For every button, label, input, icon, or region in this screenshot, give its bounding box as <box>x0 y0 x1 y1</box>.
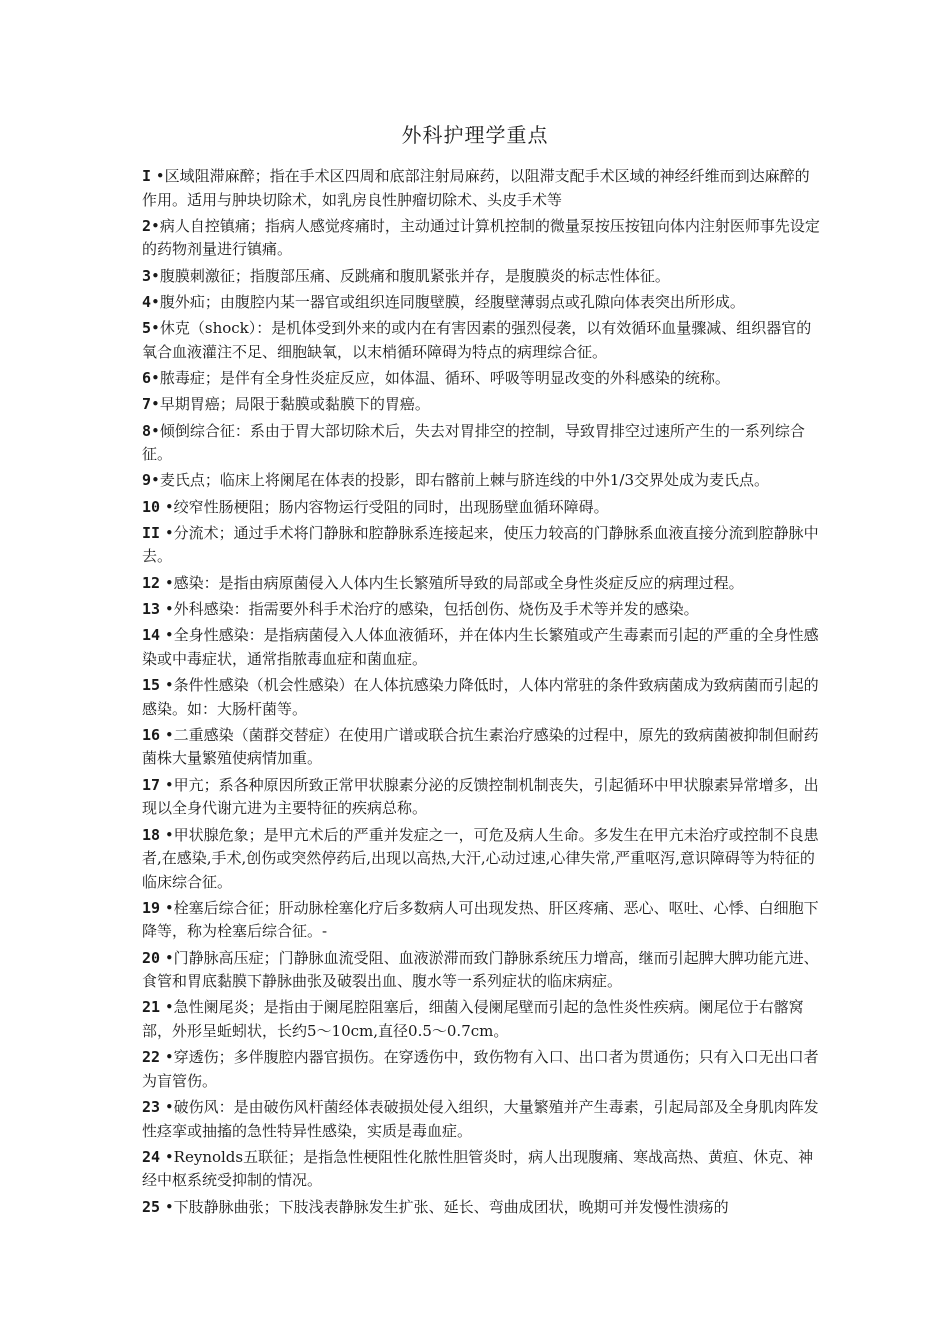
item-text: •门静脉高压症；门静脉血流受阻、血液淤滞而致门静脉系统压力增高，继而引起脾大脾功能亢进、食管和胃底黏膜下静脉曲张及破裂出血、腹水等一系列症状的临床病症。 <box>142 948 819 991</box>
item-number: 13 <box>142 600 161 619</box>
item-number: 17 <box>142 775 161 794</box>
item-text: •倾倒综合征：系由于胃大部切除术后，失去对胃排空的控制，导致胃排空过速所产生的一系列综合征。 <box>142 421 805 464</box>
item-text: •脓毒症；是伴有全身性炎症反应，如体温、循环、呼吸等明显改变的外科感染的统称。 <box>151 368 730 387</box>
item-number: 3 <box>142 266 152 285</box>
item-text: •外科感染：指需要外科手术治疗的感染，包括创伤、烧伤及手术等并发的感染。 <box>160 600 699 619</box>
item-number: 8 <box>142 421 152 440</box>
list-item <box>142 1046 822 1093</box>
item-text: •下肢静脉曲张；下肢浅表静脉发生扩张、延长、弯曲成团状，晚期可并发慢性溃疡的 <box>160 1197 729 1216</box>
item-text: •破伤风：是由破伤风杆菌经体表破损处侵入组织，大量繁殖并产生毒素，引起局部及全身肌肉阵发性痉挛或抽搐的急性特异性感染，实质是毒血症。 <box>142 1098 819 1140</box>
item-number: 6 <box>142 368 152 387</box>
list-item <box>142 291 822 315</box>
item-text: •二重感染（菌群交替症）在使用广谱或联合抗生素治疗感染的过程中，原先的致病菌被抑制但耐药菌株大量繁殖使病情加重。 <box>142 725 819 768</box>
item-number: 12 <box>142 573 161 592</box>
list-item <box>142 265 822 289</box>
item-number: 4 <box>142 292 152 311</box>
list-item <box>142 522 822 569</box>
list-item <box>142 897 822 944</box>
item-number: II <box>142 523 161 542</box>
item-text: •休克（shock）：是机体受到外来的或内在有害因素的强烈侵袭，以有效循环血量骤减、组织器官的氧合血液灌注不足、细胞缺氧，以末梢循环障碍为特点的病理综合征。 <box>142 319 812 361</box>
item-number: 9 <box>142 471 152 490</box>
list-item <box>142 469 822 493</box>
item-text: •条件性感染（机会性感染）在人体抗感染力降低时，人体内常驻的条件致病菌成为致病菌而引起的感染。如：大肠杆菌等。 <box>142 676 819 718</box>
item-text: •甲亢；系各种原因所致正常甲状腺素分泌的反馈控制机制丧失，引起循环中甲状腺素异常增多，出现以全身代谢亢进为主要特征的疾病总称。 <box>142 775 819 818</box>
list-item <box>142 215 822 262</box>
item-text: •急性阑尾炎；是指由于阑尾腔阻塞后，细菌入侵阑尾壁而引起的急性炎性疾病。阑尾位于右髂窝部，外形呈蚯蚓状，长约5〜10cm,直径0.5〜0.7cm。 <box>142 998 804 1040</box>
list-item <box>142 1096 822 1143</box>
item-text: •麦氏点；临床上将阑尾在体表的投影，即右髂前上棘与脐连线的中外1/3交界处成为麦氏点。 <box>151 471 770 490</box>
item-number: I <box>142 167 152 185</box>
item-number: 19 <box>142 898 161 917</box>
item-number: 24 <box>142 1147 161 1166</box>
item-number: 14 <box>142 626 161 645</box>
item-text: •早期胃癌；局限于黏膜或黏膜下的胃癌。 <box>151 395 430 414</box>
item-text: •栓塞后综合征；肝动脉栓塞化疗后多数病人可出现发热、肝区疼痛、恶心、呕吐、心悸、白细胞下降等，称为栓塞后综合征。- <box>142 898 819 941</box>
list-item <box>142 774 822 821</box>
entry-list <box>142 165 822 1222</box>
item-text: •腹膜刺激征；指腹部压痛、反跳痛和腹肌紧张并存，是腹膜炎的标志性体征。 <box>151 266 670 285</box>
item-number: 18 <box>142 825 161 844</box>
list-item <box>142 367 822 391</box>
item-number: 5 <box>142 319 152 338</box>
list-item <box>142 1196 822 1220</box>
list-item <box>142 947 822 994</box>
list-item <box>142 674 822 721</box>
item-text: •绞窄性肠梗阻；肠内容物运行受阻的同时，出现肠壁血循环障碍。 <box>160 497 609 516</box>
item-text: •全身性感染：是指病菌侵入人体血液循环，并在体内生长繁殖或产生毒素而引起的严重的全身性感染或中毒症状，通常指脓毒血症和菌血症。 <box>142 626 819 668</box>
item-text: •分流术；通过手术将门静脉和腔静脉系连接起来，使压力较高的门静脉系血液直接分流到腔静脉中去。 <box>142 523 819 566</box>
item-text: •Reynolds五联征；是指急性梗阻性化脓性胆管炎时，病人出现腹痛、寒战高热、黄疸、休克、神经中枢系统受抑制的情况。 <box>142 1147 814 1190</box>
item-text: •感染：是指由病原菌侵入人体内生长繁殖所导致的局部或全身性炎症反应的病理过程。 <box>160 573 744 592</box>
item-number: 20 <box>142 948 161 967</box>
item-text: •穿透伤；多伴腹腔内器官损伤。在穿透伤中，致伤物有入口、出口者为贯通伤；只有入口无出口者为盲管伤。 <box>142 1048 819 1090</box>
item-number: 23 <box>142 1098 161 1117</box>
item-text: •区域阻滞麻醉；指在手术区四周和底部注射局麻药，以阻滞支配手术区域的神经纤维而到达麻醉的作用。适用与肿块切除术，如乳房良性肿瘤切除术、头皮手术等 <box>142 167 810 209</box>
item-number: 21 <box>142 998 161 1017</box>
item-number: 22 <box>142 1048 161 1067</box>
item-number: 16 <box>142 725 161 744</box>
list-item <box>142 317 822 364</box>
list-item <box>142 598 822 622</box>
list-item <box>142 1146 822 1193</box>
list-item <box>142 724 822 771</box>
item-text: •腹外疝；由腹腔内某一器官或组织连同腹壁膜，经腹壁薄弱点或孔隙向体表突出所形成。 <box>151 292 745 311</box>
list-item <box>142 496 822 520</box>
item-number: 15 <box>142 676 161 695</box>
list-item <box>142 420 822 467</box>
item-text: •病人自控镇痛；指病人感觉疼痛时，主动通过计算机控制的微量泵按压按钮向体内注射医师事先设定的药物剂量进行镇痛。 <box>142 216 820 259</box>
item-number: 25 <box>142 1197 161 1216</box>
item-number: 7 <box>142 395 152 414</box>
item-number: 10 <box>142 497 161 516</box>
item-number: 2 <box>142 216 152 235</box>
list-item <box>142 393 822 417</box>
list-item <box>142 996 822 1043</box>
list-item <box>142 824 822 895</box>
item-text: •甲状腺危象；是甲亢术后的严重并发症之一，可危及病人生命。多发生在甲亢未治疗或控制不良患者,在感染,手术,创伤或突然停药后,出现以高热,大汗,心动过速,心律失常,严重呕泻,意识障碍等为特征的临床综合征。 <box>142 825 819 891</box>
list-item <box>142 572 822 596</box>
list-item <box>142 624 822 671</box>
list-item <box>142 165 822 212</box>
page-title: 外科护理学重点 <box>401 123 549 147</box>
